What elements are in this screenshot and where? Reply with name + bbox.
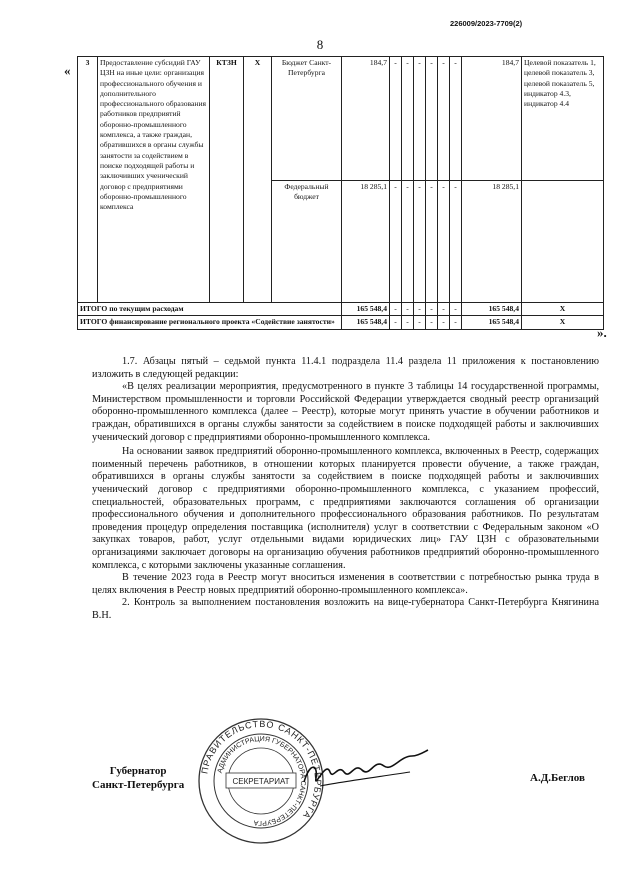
cell: - <box>450 316 462 329</box>
cell: - <box>414 57 426 181</box>
cell: - <box>438 303 450 316</box>
indicators: Целевой показатель 1, целевой показатель 3, целевой показатель 5, индикатор 4.3, индикатор 4.4 <box>522 57 604 181</box>
measure-name: Предоставление субсидий ГАУ ЦЗН на иные цели: организация профессионального обучения и дополнительного профессионального образования работников предприятий оборонно-промышленного комплекса, а также граждан, обратившихся в органы службы занятости за содействием в поиске подходящей работы и заключивших ученический договор с предприятиями оборонно-промышленного комплекса <box>98 57 210 303</box>
budget-table <box>77 56 604 330</box>
handwritten-signature <box>300 742 430 802</box>
cell: - <box>390 57 402 181</box>
mark: Х <box>244 57 272 303</box>
cell: - <box>426 316 438 329</box>
closing-quote: ». <box>597 325 607 340</box>
cell: - <box>402 181 414 303</box>
svg-text:АДМИНИСТРАЦИЯ ГУБЕРНАТОРА САНК: АДМИНИСТРАЦИЯ ГУБЕРНАТОРА САНКТ-ПЕТЕРБУРГА <box>216 735 307 827</box>
document-number: 226009/2023-7709(2) <box>450 19 523 28</box>
table-row <box>78 57 604 181</box>
cell: - <box>450 57 462 181</box>
cell: - <box>402 57 414 181</box>
position-line: Губернатор <box>109 765 167 777</box>
paragraph-registry: «В целях реализации мероприятия, предусмотренного в пункте 3 таблицы 14 государственной программы, Министерством промышленности и торговли Российской Федерации утверждается сводный реестр организаций оборонно-промышленного комплекса (далее – Реестр), которые могут принять участие в обучении работников и граждан, обратившихся в органы службы занятости за содействием в поиске подходящей работы и заключивших ученический договор с предприятиями оборонно-промышленного комплекса. <box>92 381 599 443</box>
cell: - <box>390 303 402 316</box>
paragraph-control: 2. Контроль за выполнением постановления возложить на вице-губернатора Санкт-Петербурга Княгинина В.Н. <box>92 597 599 621</box>
indicators <box>522 181 604 303</box>
total: 165 548,4 <box>462 303 522 316</box>
funding-source: Федеральный бюджет <box>272 181 342 303</box>
amount: 184,7 <box>342 57 390 181</box>
total-label: ИТОГО по текущим расходам <box>78 303 342 316</box>
signatory-position <box>92 764 184 792</box>
cell: - <box>402 316 414 329</box>
cell: - <box>390 316 402 329</box>
cell: - <box>414 316 426 329</box>
funding-source: Бюджет Санкт-Петербурга <box>272 57 342 181</box>
paragraph-applications: На основании заявок предприятий оборонно-промышленного комплекса, включенных в Реестр, содержащих поименный перечень работников, в отношении которых планируется провести обучение, а также граждан, обратившихся в органы службы занятости за содействием в поиске подходящей работы и заключивших ученический договор с предприятиями оборонно-промышленного комплекса, с указанием профессий, специальностей, образовательных программ, с предприятиями заключаются соглашения об организации профессионального обучения и дополнительного профессионального образования работников. По результатам проведения процедур определения поставщика (исполнителя) услуг в соответствии с Федеральным законом «О закупках товаров, работ, услуг отдельными видами юридических лиц» ГАУ ЦЗН с образовательными организациями заключает договоры на организацию обучения работников предприятий оборонно-промышленного комплекса, с которыми заключены указанные соглашения. <box>92 446 599 571</box>
cell: - <box>450 303 462 316</box>
cell: - <box>438 316 450 329</box>
cell: - <box>450 181 462 303</box>
svg-text:ПРАВИТЕЛЬСТВО САНКТ-ПЕТЕРБУРГА: ПРАВИТЕЛЬСТВО САНКТ-ПЕТЕРБУРГА <box>199 718 324 821</box>
table-row <box>78 303 604 316</box>
amount: 165 548,4 <box>342 303 390 316</box>
cell: - <box>438 181 450 303</box>
cell: - <box>438 57 450 181</box>
cell: - <box>426 57 438 181</box>
mark: Х <box>522 316 604 329</box>
total: 18 285,1 <box>462 181 522 303</box>
signatory-name: А.Д.Беглов <box>530 772 585 784</box>
paragraph-changes: В течение 2023 года в Реестр могут вноситься изменения в соответствии с потребностью рынка труда в целях включения в Реестр новых предприятий оборонно-промышленного комплекса». <box>92 572 599 596</box>
cell: - <box>390 181 402 303</box>
cell: - <box>414 181 426 303</box>
body-text <box>92 356 599 622</box>
position-line: Санкт-Петербурга <box>92 779 185 791</box>
svg-text:СЕКРЕТАРИАТ: СЕКРЕТАРИАТ <box>232 777 290 786</box>
cell: - <box>414 303 426 316</box>
amount: 18 285,1 <box>342 181 390 303</box>
paragraph-amendment: 1.7. Абзацы пятый – седьмой пункта 11.4.1 подраздела 11.4 раздела 11 приложения к постановлению изложить в следующей редакции: <box>92 356 599 380</box>
table-row <box>78 316 604 329</box>
agency: КТЗН <box>210 57 244 303</box>
total: 184,7 <box>462 57 522 181</box>
mark: Х <box>522 303 604 316</box>
page-number: 8 <box>316 37 324 52</box>
opening-quote: « <box>64 63 71 78</box>
cell: - <box>402 303 414 316</box>
amount: 165 548,4 <box>342 316 390 329</box>
row-number: 3 <box>78 57 98 303</box>
cell: - <box>426 181 438 303</box>
total: 165 548,4 <box>462 316 522 329</box>
cell: - <box>426 303 438 316</box>
total-label: ИТОГО финансирование регионального проекта «Содействие занятости» <box>78 316 342 329</box>
